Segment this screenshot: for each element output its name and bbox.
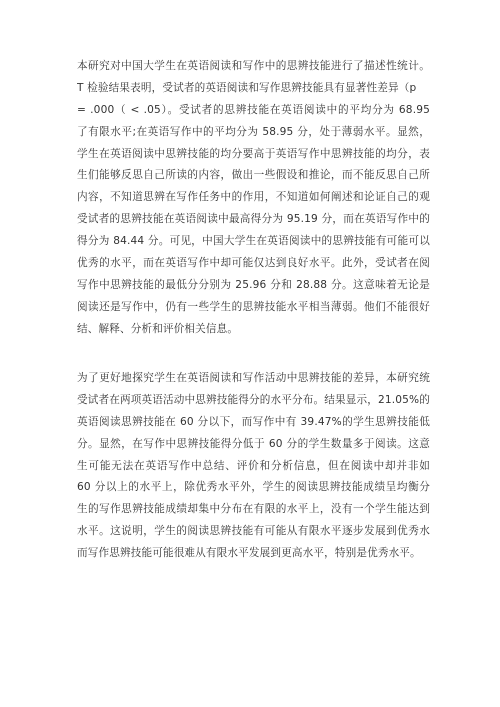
paragraph-level-distribution xyxy=(77,368,430,565)
text-line: 优秀的水平，而在英语写作中却可能仅达到良好水平。此外，受试者在阅 xyxy=(77,257,430,270)
text-line: 阅读还是写作中，仍有一些学生的思辨技能水平相当薄弱。他们不能很好 xyxy=(77,300,430,313)
paragraph-descriptive-statistics xyxy=(77,56,430,341)
text-line: 而写作思辨技能可能很难从有限水平发展到更高水平，特别是优秀水平。 xyxy=(77,547,421,560)
text-line: 为了更好地探究学生在英语阅读和写作活动中思辨技能的差异，本研究统 xyxy=(77,372,430,384)
text-line: 受试者在两项英语活动中思辨技能得分的水平分布。结果显示，21.05%的 xyxy=(77,393,430,406)
text-line: 生可能无法在英语写作中总结、评价和分析信息，但在阅读中却并非如 xyxy=(77,459,430,472)
text-line: 学生在英语阅读中思辨技能的均分要高于英语写作中思辨技能的均分，表 xyxy=(77,147,430,160)
text-line: 本研究对中国大学生在英语阅读和写作中的思辨技能进行了描述性统计。 xyxy=(77,60,430,72)
text-line: 得分为 84.44 分。可见，中国大学生在英语阅读中的思辨技能有可能可以 xyxy=(77,235,430,248)
text-line: 水平。这说明，学生的阅读思辨技能有可能从有限水平逐步发展到优秀水 xyxy=(77,525,430,538)
text-line: 写作中思辨技能的最低分分别为 25.96 分和 28.88 分。这意味着无论是 xyxy=(77,278,430,291)
text-line: 分。显然，在写作中思辨技能得分低于 60 分的学生数量多于阅读。这意 xyxy=(77,437,430,450)
text-line: 英语阅读思辨技能在 60 分以下，而写作中有 39.47%的学生思辨技能低 xyxy=(77,415,430,428)
text-line: 生们能够反思自己所读的内容，做出一些假设和推论，而不能反思自己所 xyxy=(77,169,430,182)
text-line: 结、解释、分析和评价相关信息。 xyxy=(77,322,239,335)
text-line: = .000（ < .05）。受试者的思辨技能在英语阅读中的平均分为 68.95 xyxy=(77,103,430,116)
text-line: 生的写作思辨技能成绩却集中分布在有限的水平上，没有一个学生能达到 xyxy=(77,503,430,516)
text-line: 受试者的思辨技能在英语阅读中最高得分为 95.19 分，而在英语写作中的 xyxy=(77,213,430,226)
text-line: 60 分以上的水平上，除优秀水平外，学生的阅读思辨技能成绩呈均衡分 xyxy=(77,481,430,494)
text-line: 内容，不知道思辨在写作任务中的作用，不知道如何阐述和论证自己的观 xyxy=(77,191,430,204)
text-line: 了有限水平;在英语写作中的平均分为 58.95 分，处于薄弱水平。显然， xyxy=(77,125,430,138)
text-line: T 检验结果表明，受试者的英语阅读和写作思辨技能具有显著性差异（p xyxy=(77,81,417,94)
